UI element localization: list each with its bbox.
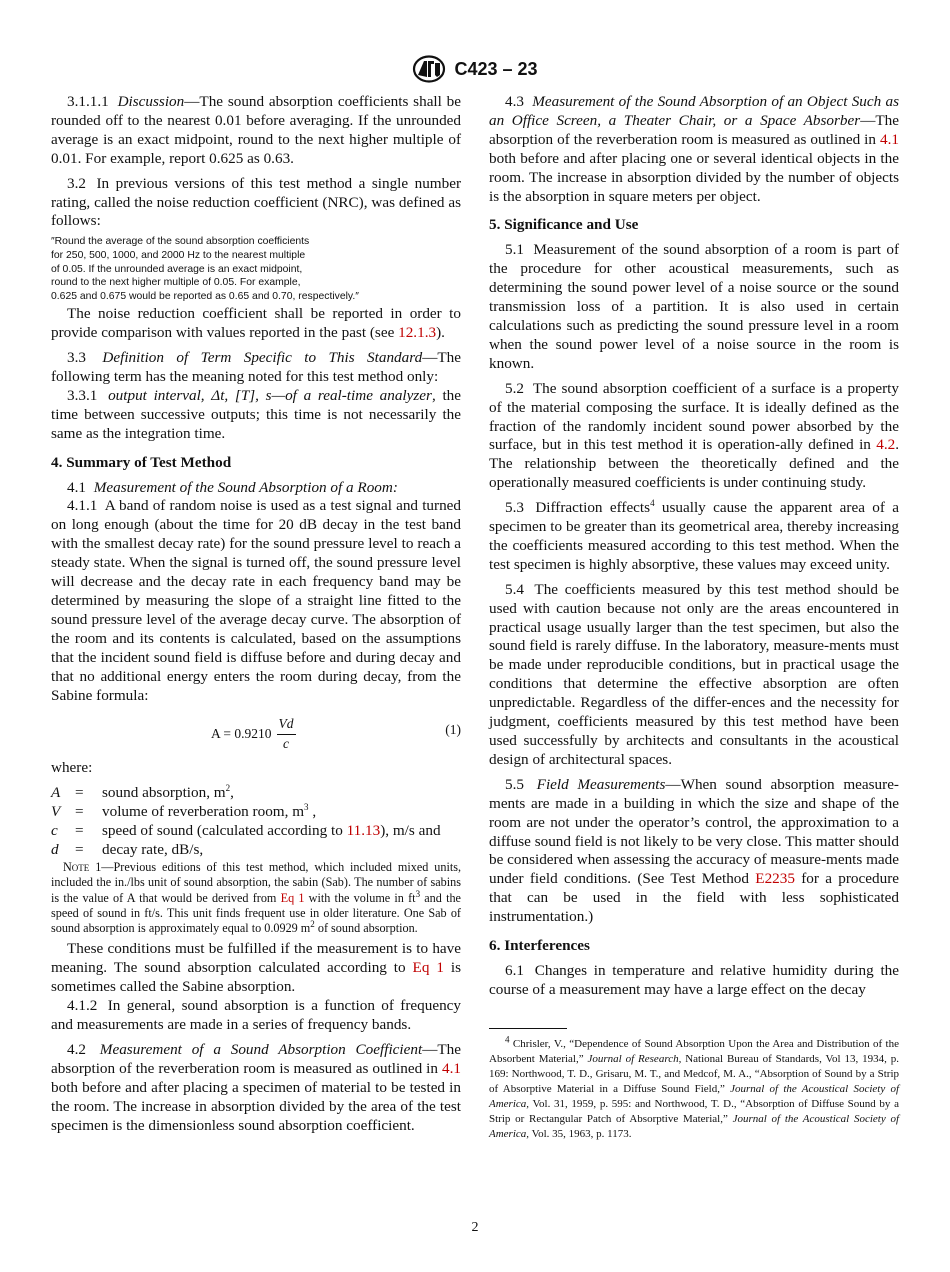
paragraph-4-1-2: 4.1.2 In general, sound absorption is a function of frequency and measurements are made in a series of frequency bands. xyxy=(51,997,461,1034)
astm-logo-icon xyxy=(412,55,446,83)
paragraph-5-1: 5.1 Measurement of the sound absorption of a room is part of the procedure for other acoustical measurements, such as determining the sound power level of a noise source or the sound transmission loss of a partition. It is also used in certain calculations such as predicting the sound pressure level in a room when the sound power level of a noise source in the room is known. xyxy=(489,241,900,372)
paragraph-4-1: 4.1 Measurement of the Sound Absorption of a Room: xyxy=(67,478,398,496)
page-header xyxy=(0,54,950,84)
equation-number: (1) xyxy=(445,722,461,738)
note-1: Note 1—Previous editions of this test method, which included mixed units, included the in./lbs unit of sound absorption, the sabin (Sab). The number of sabins is the value of A that would be derived from Eq 1 with the volume in $ft^3$ and the speed of sound in ft/s. This unit finds frequent use in older literature. One Sab of sound absorption is approximately equal to 0.0929 $m^2$ of sound absorption. xyxy=(51,859,462,936)
section-5-heading: 5. Significance and Use xyxy=(489,216,639,234)
paragraph-4-3: 4.3 Measurement of the Sound Absorption of an Object Such as an Office Screen, a Theater Chair, or a Space Absorber—The absorption of the reverberation room is measured as outlined in 4.1 both before and after placing one or several identical objects in the room. The increase in absorption divided by the number of objects is the absorption in square meters per object. xyxy=(489,93,900,205)
link-4-1[interactable]: 4.1 xyxy=(442,1059,461,1077)
nrc-definition-quote: ″Round the average of the sound absorption coefficients for 250, 500, 1000, and 2000 Hz to the nearest multiple of 0.05. If the unrounded average is an exact midpoint, round to the next higher multiple of 0.05. For example, 0.625 and 0.675 would be reported as 0.65 and 0.70, respectively.″ xyxy=(51,236,359,302)
definition-row: V = volume of reverberation room, $m^3$ , xyxy=(51,802,317,821)
right-column xyxy=(489,93,899,1142)
paragraph-5-4: 5.4 The coefficients measured by this test method should be used with caution because not only are the areas encountered in practical usage usually larger than the test specimen, but also the sound field is rarely diffuse. In the laboratory, measure-ments must be made under reproducible conditions, but in practical usage the conditions that determine the effective absorption are often unpredictable. Regardless of the differ-ences and the necessity for judgment, coefficients measured by this test method have been used successfully by architects and consultants in the acoustical design of architectural spaces. xyxy=(489,580,899,768)
page-number: 2 xyxy=(471,1220,479,1235)
paragraph-5-2: 5.2 The sound absorption coefficient of a surface is a property of the material composing the surface. It is ideally defined as the fraction of the randomly incident sound power absorbed by the surface, but in this test method it is operation-ally defined in 4.2. The relationship between the theoretically defined and the operationally measured coefficients is under continuing study. xyxy=(489,379,899,492)
link-e2235[interactable]: E2235 xyxy=(755,870,795,888)
definition-row: d = decay rate, dB/s, xyxy=(51,841,204,859)
left-column xyxy=(51,93,461,1142)
paragraph-4-1-1: 4.1.1 A band of random noise is used as a test signal and turned on long enough (about the time for 20 dB decay in the test band with the smallest decay rate) for the sound pressure level to reach a steady state. When the signal is turned off, the sound pressure level will decrease and the decay rate in each frequency band may be determined by measuring the slope of a straight line fitted to the sound pressure level of the average decay curve. The absorption of the room and its contents is calculated, based on the assumptions that the incident sound field is diffuse before and during decay and that no additional energy enters the room during decay, from the Sabine formula: xyxy=(51,497,461,704)
paragraph-5-3: 5.3 Diffraction effects$^4$ usually cause the apparent area of a specimen to be greater than its geometrical area, thereby increasing the coefficients measured according to this test method. When the test specimen is highly absorptive, these values may exceed unity. xyxy=(489,498,900,573)
section-4-heading: 4. Summary of Test Method xyxy=(51,453,232,471)
paragraph-3-2: 3.2 In previous versions of this test method a single number rating, called the noise reduction coefficient (NRC), was defined as follows: xyxy=(51,174,461,230)
equation-fraction: $\frac{Vd}{c}$ xyxy=(278,716,294,752)
document-id: C423 – 23 xyxy=(454,58,538,79)
definition-row: A = sound absorption, $m^2$, xyxy=(51,783,234,802)
conditions-paragraph: These conditions must be fulfilled if the measurement is to have meaning. The sound absorption calculated according to Eq 1 is sometimes called the Sabine absorption. xyxy=(51,940,461,996)
link-11-13[interactable]: 11.13 xyxy=(346,822,381,840)
sabine-equation xyxy=(51,711,461,751)
paragraph-3-1-1-1: 3.1.1.1 Discussion—The sound absorption coefficients shall be rounded off to the nearest 0.01 before averaging. If the unrounded average is an exact midpoint, round to the next higher multiple of 0.01. For example, report 0.625 as 0.63. xyxy=(51,93,461,167)
link-4-1[interactable]: 4.1 xyxy=(880,130,899,148)
footnote-4: $^4$ Chrisler, V., “Dependence of Sound Absorption Upon the Area and Distribution of the Absorbent Material,” Journal of Research, National Bureau of Standards, Vol 13, 1934, p. 169: Northwood, T. D., Grisaru, M. T., and Medcof, M. A., “Absorption of Sound by a Strip of Absorptive Material in a Diffuse Sound Field,” Journal of the Acoustical Society of America, Vol. 31, 1959, p. 595: and Northwood, T. D., “Absorption of Diffuse Sound by a Strip or Rectangular Patch of Absorptive Material,” Journal of the Acoustical Society of America, Vol. 35, 1963, p. 1173. xyxy=(489,1034,900,1141)
link-12-1-3[interactable]: 12.1.3 xyxy=(398,324,437,342)
equation-lhs: A = 0.9210 xyxy=(211,726,272,742)
where-label: where: xyxy=(51,759,93,777)
link-eq-1[interactable]: Eq 1 xyxy=(280,890,305,905)
footnote-ref-4[interactable]: 4 xyxy=(650,498,655,509)
nrc-paragraph: The noise reduction coefficient shall be reported in order to provide comparison with values reported in the past (see 12.1.3). xyxy=(51,305,461,342)
paragraph-3-3: 3.3 Definition of Term Specific to This Standard—The following term has the meaning noted for this test method only: xyxy=(51,349,461,386)
link-4-2[interactable]: 4.2 xyxy=(876,436,896,454)
link-eq-1[interactable]: Eq 1 xyxy=(412,959,444,977)
paragraph-4-2: 4.2 Measurement of a Sound Absorption Coefficient—The absorption of the reverberation room is measured as outlined in 4.1 both before and after placing a specimen of material to be tested in the room. The increase in absorption divided by the area of the test specimen is the dimensionless sound absorption coefficient. xyxy=(51,1040,461,1134)
variable-definitions xyxy=(51,784,461,860)
section-6-heading: 6. Interferences xyxy=(489,937,590,955)
paragraph-6-1: 6.1 Changes in temperature and relative humidity during the course of a measurement may have a large effect on the decay xyxy=(489,961,899,998)
paragraph-3-3-1: 3.3.1 output interval, Δt, [T], s—of a real-time analyzer, the time between successive outputs; this time is not necessarily the same as the integration time. xyxy=(51,386,461,442)
definition-row: c = speed of sound (calculated according to 11.13), m/s and xyxy=(51,822,441,840)
paragraph-5-5: 5.5 Field Measurements—When sound absorption measure-ments are made in a building in which the size and shape of the room are not under the operator’s control, the approximation to a diffuse sound field is not likely to be very close. This matter should be considered when assessing the accuracy of measure-ments made under field conditions. (See Test Method E2235 for a procedure that can be used in the field with less sophisticated instrumentation.) xyxy=(489,775,899,926)
footnote-divider xyxy=(489,1028,567,1029)
